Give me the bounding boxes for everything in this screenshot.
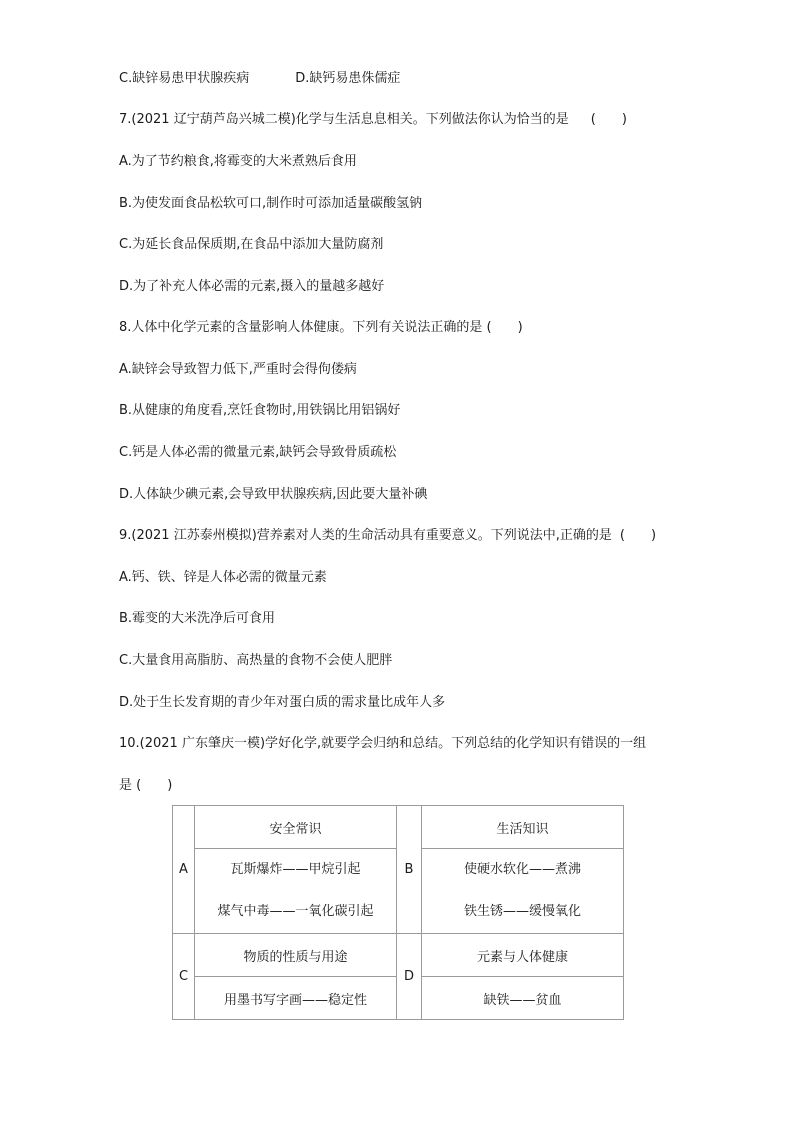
question-9-stem: 9.(2021 江苏泰州模拟)营养素对人类的生命活动具有重要意义。下列说法中,正确的是 xyxy=(119,528,612,543)
question-9 xyxy=(119,527,656,545)
q6-option-d: D.缺钙易患侏儒症 xyxy=(295,71,401,86)
group-d-label: D xyxy=(397,934,422,1020)
q8-option-c: C.钙是人体必需的微量元素,缺钙会导致骨质疏松 xyxy=(119,445,397,460)
group-b-label: B xyxy=(397,806,422,934)
group-a-item: 瓦斯爆炸——甲烷引起 xyxy=(230,862,361,877)
knowledge-summary-table xyxy=(172,805,624,1020)
group-a-items xyxy=(195,849,397,934)
q8-option-a: A.缺锌会导致智力低下,严重时会得佝偻病 xyxy=(119,362,357,377)
group-b-item: 铁生锈——缓慢氧化 xyxy=(463,904,581,919)
q7-option-a: A.为了节约粮食,将霉变的大米煮熟后食用 xyxy=(119,154,357,169)
group-d-item: 缺铁——贫血 xyxy=(422,977,624,1020)
question-10: 10.(2021 广东肇庆一模)学好化学,就要学会归纳和总结。下列总结的化学知识有错误的一组 xyxy=(119,736,647,751)
q7-option-b: B.为使发面食品松软可口,制作时可添加适量碳酸氢钠 xyxy=(119,196,423,211)
group-a-title: 安全常识 xyxy=(195,806,397,849)
group-c-label: C xyxy=(173,934,195,1020)
group-c-item: 用墨书写字画——稳定性 xyxy=(195,977,397,1020)
q9-option-a: A.钙、铁、锌是人体必需的微量元素 xyxy=(119,570,327,585)
q7-option-c: C.为延长食品保质期,在食品中添加大量防腐剂 xyxy=(119,237,384,252)
group-b-items xyxy=(422,849,624,934)
q6-options-cd xyxy=(119,70,400,88)
group-c-title: 物质的性质与用途 xyxy=(195,934,397,977)
question-8: 8.人体中化学元素的含量影响人体健康。下列有关说法正确的是 ( ) xyxy=(119,320,523,335)
question-7-stem: 7.(2021 辽宁葫芦岛兴城二模)化学与生活息息相关。下列做法你认为恰当的是 xyxy=(119,112,569,127)
answer-blank: ( ) xyxy=(590,112,627,127)
q8-option-d: D.人体缺少碘元素,会导致甲状腺疾病,因此要大量补碘 xyxy=(119,487,428,502)
q9-option-c: C.大量食用高脂肪、高热量的食物不会使人肥胖 xyxy=(119,653,393,668)
q9-option-d: D.处于生长发育期的青少年对蛋白质的需求量比成年人多 xyxy=(119,695,446,710)
question-10-continuation: 是 ( ) xyxy=(119,778,173,793)
group-a-item: 煤气中毒——一氧化碳引起 xyxy=(217,904,374,919)
q9-option-b: B.霉变的大米洗净后可食用 xyxy=(119,611,276,626)
group-b-title: 生活知识 xyxy=(422,806,624,849)
q6-option-c: C.缺锌易患甲状腺疾病 xyxy=(119,71,250,86)
question-7 xyxy=(119,111,627,129)
q7-option-d: D.为了补充人体必需的元素,摄入的量越多越好 xyxy=(119,279,385,294)
group-b-item: 使硬水软化——煮沸 xyxy=(463,862,581,877)
group-d-title: 元素与人体健康 xyxy=(422,934,624,977)
group-a-label: A xyxy=(173,806,195,934)
q8-option-b: B.从健康的角度看,烹饪食物时,用铁锅比用铝锅好 xyxy=(119,403,401,418)
answer-blank: ( ) xyxy=(619,528,657,543)
